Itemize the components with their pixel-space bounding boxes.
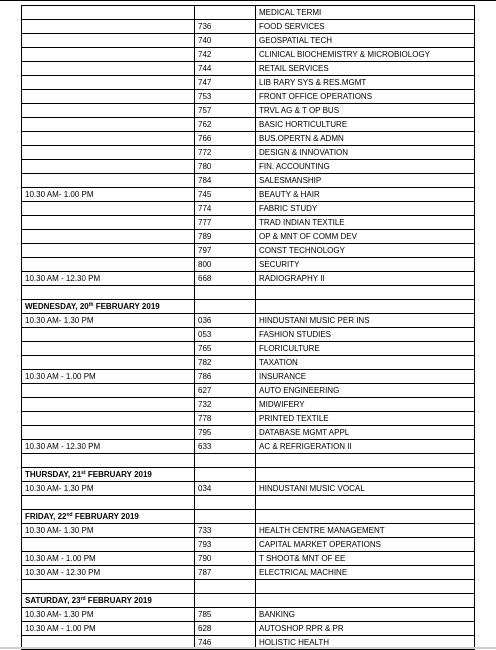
code-cell: 780 <box>195 160 256 174</box>
code-cell: 034 <box>195 482 256 496</box>
subject-cell <box>256 300 475 314</box>
code-cell: 774 <box>195 202 256 216</box>
empty-cell <box>195 454 256 468</box>
subject-cell: AC & REFRIGERATION II <box>256 440 475 454</box>
date-heading: THURSDAY, 21st FEBRUARY 2019 <box>22 468 195 482</box>
subject-cell: BASIC HORTICULTURE <box>256 118 475 132</box>
time-cell <box>22 216 195 230</box>
code-cell: 782 <box>195 356 256 370</box>
code-cell: 795 <box>195 426 256 440</box>
table-row <box>22 258 475 272</box>
table-row <box>22 90 475 104</box>
code-cell: 797 <box>195 244 256 258</box>
table-row <box>22 48 475 62</box>
code-cell <box>195 300 256 314</box>
code-cell: 627 <box>195 384 256 398</box>
time-cell: 10.30 AM - 12.30 PM <box>22 440 195 454</box>
time-cell <box>22 160 195 174</box>
code-cell: 786 <box>195 370 256 384</box>
exam-schedule-table <box>21 5 475 650</box>
subject-cell: FASHION STUDIES <box>256 328 475 342</box>
subject-cell: PRINTED TEXTILE <box>256 412 475 426</box>
empty-cell <box>256 580 475 594</box>
code-cell: 789 <box>195 230 256 244</box>
subject-cell <box>256 510 475 524</box>
code-cell: 762 <box>195 118 256 132</box>
code-cell: 668 <box>195 272 256 286</box>
code-cell: 790 <box>195 552 256 566</box>
time-cell <box>22 426 195 440</box>
subject-cell: SALESMANSHIP <box>256 174 475 188</box>
time-cell <box>22 132 195 146</box>
subject-cell: CLINICAL BIOCHEMISTRY & MICROBIOLOGY <box>256 48 475 62</box>
table-row <box>22 342 475 356</box>
time-cell <box>22 384 195 398</box>
code-cell: 785 <box>195 608 256 622</box>
table-row <box>22 398 475 412</box>
table-row <box>22 6 475 20</box>
code-cell <box>195 510 256 524</box>
empty-cell <box>22 496 195 510</box>
code-cell: 742 <box>195 48 256 62</box>
code-cell: 800 <box>195 258 256 272</box>
time-cell <box>22 244 195 258</box>
code-cell <box>195 594 256 608</box>
spacer-row <box>22 286 475 300</box>
table-row <box>22 76 475 90</box>
date-heading: WEDNESDAY, 20th FEBRUARY 2019 <box>22 300 195 314</box>
time-cell <box>22 34 195 48</box>
table-row <box>22 356 475 370</box>
date-header-row <box>22 300 475 314</box>
table-row <box>22 622 475 636</box>
code-cell: 633 <box>195 440 256 454</box>
date-header-row <box>22 594 475 608</box>
empty-cell <box>256 286 475 300</box>
time-cell <box>22 328 195 342</box>
subject-cell: OP & MNT OF COMM DEV <box>256 230 475 244</box>
time-cell <box>22 538 195 552</box>
date-header-row <box>22 510 475 524</box>
table-row <box>22 426 475 440</box>
time-cell <box>22 174 195 188</box>
table-row <box>22 216 475 230</box>
subject-cell <box>256 594 475 608</box>
subject-cell: CAPITAL MARKET OPERATIONS <box>256 538 475 552</box>
empty-cell <box>22 580 195 594</box>
table-row <box>22 62 475 76</box>
code-cell: 772 <box>195 146 256 160</box>
subject-cell: MEDICAL TERMI <box>256 6 475 20</box>
time-cell <box>22 48 195 62</box>
subject-cell: HEALTH CENTRE MANAGEMENT <box>256 524 475 538</box>
table-row <box>22 370 475 384</box>
subject-cell: LIB RARY SYS & RES.MGMT <box>256 76 475 90</box>
code-cell: 744 <box>195 62 256 76</box>
time-cell <box>22 356 195 370</box>
time-cell: 10.30 AM - 12.30 PM <box>22 272 195 286</box>
time-cell: 10.30 AM- 1.30 PM <box>22 608 195 622</box>
code-cell: 784 <box>195 174 256 188</box>
table-row <box>22 524 475 538</box>
table-row <box>22 482 475 496</box>
code-cell <box>195 6 256 20</box>
code-cell: 036 <box>195 314 256 328</box>
time-cell: 10.30 AM - 12.30 PM <box>22 566 195 580</box>
empty-cell <box>195 580 256 594</box>
empty-cell <box>195 496 256 510</box>
spacer-row <box>22 454 475 468</box>
table-row <box>22 174 475 188</box>
subject-cell: DESIGN & INNOVATION <box>256 146 475 160</box>
empty-cell <box>22 286 195 300</box>
subject-cell: MIDWIFERY <box>256 398 475 412</box>
time-cell <box>22 76 195 90</box>
code-cell: 793 <box>195 538 256 552</box>
time-cell <box>22 146 195 160</box>
spacer-row <box>22 580 475 594</box>
time-cell <box>22 342 195 356</box>
spacer-row <box>22 496 475 510</box>
table-row <box>22 328 475 342</box>
table-row <box>22 440 475 454</box>
subject-cell: DATABASE MGMT APPL <box>256 426 475 440</box>
time-cell <box>22 118 195 132</box>
table-row <box>22 608 475 622</box>
time-cell: 10.30 AM- 1.30 PM <box>22 482 195 496</box>
subject-cell: CONST TECHNOLOGY <box>256 244 475 258</box>
code-cell: 053 <box>195 328 256 342</box>
empty-cell <box>256 454 475 468</box>
subject-cell: TAXATION <box>256 356 475 370</box>
subject-cell: SECURITY <box>256 258 475 272</box>
code-cell: 778 <box>195 412 256 426</box>
table-row <box>22 20 475 34</box>
subject-cell: FABRIC STUDY <box>256 202 475 216</box>
code-cell: 757 <box>195 104 256 118</box>
subject-cell: HOLISTIC HEALTH <box>256 636 475 650</box>
code-cell: 732 <box>195 398 256 412</box>
table-row <box>22 202 475 216</box>
date-heading: SATURDAY, 23rd FEBRUARY 2019 <box>22 594 195 608</box>
table-row <box>22 132 475 146</box>
time-cell: 10.30 AM- 1.30 PM <box>22 524 195 538</box>
table-row <box>22 314 475 328</box>
table-row <box>22 34 475 48</box>
subject-cell: FOOD SERVICES <box>256 20 475 34</box>
subject-cell: FIN. ACCOUNTING <box>256 160 475 174</box>
table-row <box>22 244 475 258</box>
subject-cell: FLORICULTURE <box>256 342 475 356</box>
date-header-row <box>22 468 475 482</box>
table-row <box>22 188 475 202</box>
code-cell: 765 <box>195 342 256 356</box>
time-cell <box>22 20 195 34</box>
top-rule <box>0 0 496 1</box>
subject-cell: BEAUTY & HAIR <box>256 188 475 202</box>
subject-cell <box>256 468 475 482</box>
code-cell: 787 <box>195 566 256 580</box>
code-cell: 733 <box>195 524 256 538</box>
subject-cell: ELECTRICAL MACHINE <box>256 566 475 580</box>
subject-cell: TRVL AG & T OP BUS <box>256 104 475 118</box>
subject-cell: T SHOOT& MNT OF EE <box>256 552 475 566</box>
table-row <box>22 230 475 244</box>
table-row <box>22 146 475 160</box>
subject-cell: AUTO ENGINEERING <box>256 384 475 398</box>
table-row <box>22 272 475 286</box>
code-cell <box>195 468 256 482</box>
table-row <box>22 412 475 426</box>
code-cell: 736 <box>195 20 256 34</box>
code-cell: 753 <box>195 90 256 104</box>
table-row <box>22 566 475 580</box>
table-row <box>22 160 475 174</box>
subject-cell: INSURANCE <box>256 370 475 384</box>
code-cell: 746 <box>195 636 256 650</box>
subject-cell: BANKING <box>256 608 475 622</box>
code-cell: 747 <box>195 76 256 90</box>
code-cell: 777 <box>195 216 256 230</box>
time-cell: 10.30 AM - 1.00 PM <box>22 552 195 566</box>
time-cell <box>22 90 195 104</box>
code-cell: 740 <box>195 34 256 48</box>
table-row <box>22 118 475 132</box>
time-cell <box>22 104 195 118</box>
date-heading: FRIDAY, 22nd FEBRUARY 2019 <box>22 510 195 524</box>
time-cell: 10.30 AM - 1.00 PM <box>22 622 195 636</box>
time-cell <box>22 398 195 412</box>
table-row <box>22 538 475 552</box>
table-row <box>22 552 475 566</box>
time-cell <box>22 202 195 216</box>
table-row <box>22 104 475 118</box>
subject-cell: BUS.OPERTN & ADMN <box>256 132 475 146</box>
table-row <box>22 384 475 398</box>
time-cell: 10.30 AM - 1.00 PM <box>22 370 195 384</box>
subject-cell: HINDUSTANI MUSIC VOCAL <box>256 482 475 496</box>
subject-cell: GEOSPATIAL TECH <box>256 34 475 48</box>
empty-cell <box>256 496 475 510</box>
subject-cell: FRONT OFFICE OPERATIONS <box>256 90 475 104</box>
empty-cell <box>22 454 195 468</box>
code-cell: 766 <box>195 132 256 146</box>
subject-cell: AUTOSHOP RPR & PR <box>256 622 475 636</box>
subject-cell: RADIOGRAPHY II <box>256 272 475 286</box>
time-cell: 10.30 AM- 1.30 PM <box>22 314 195 328</box>
time-cell <box>22 62 195 76</box>
time-cell <box>22 412 195 426</box>
time-cell <box>22 6 195 20</box>
code-cell: 745 <box>195 188 256 202</box>
subject-cell: HINDUSTANI MUSIC PER INS <box>256 314 475 328</box>
time-cell: 10.30 AM- 1.00 PM <box>22 188 195 202</box>
subject-cell: RETAIL SERVICES <box>256 62 475 76</box>
code-cell: 628 <box>195 622 256 636</box>
time-cell <box>22 230 195 244</box>
subject-cell: TRAD INDIAN TEXTILE <box>256 216 475 230</box>
time-cell <box>22 258 195 272</box>
empty-cell <box>195 286 256 300</box>
